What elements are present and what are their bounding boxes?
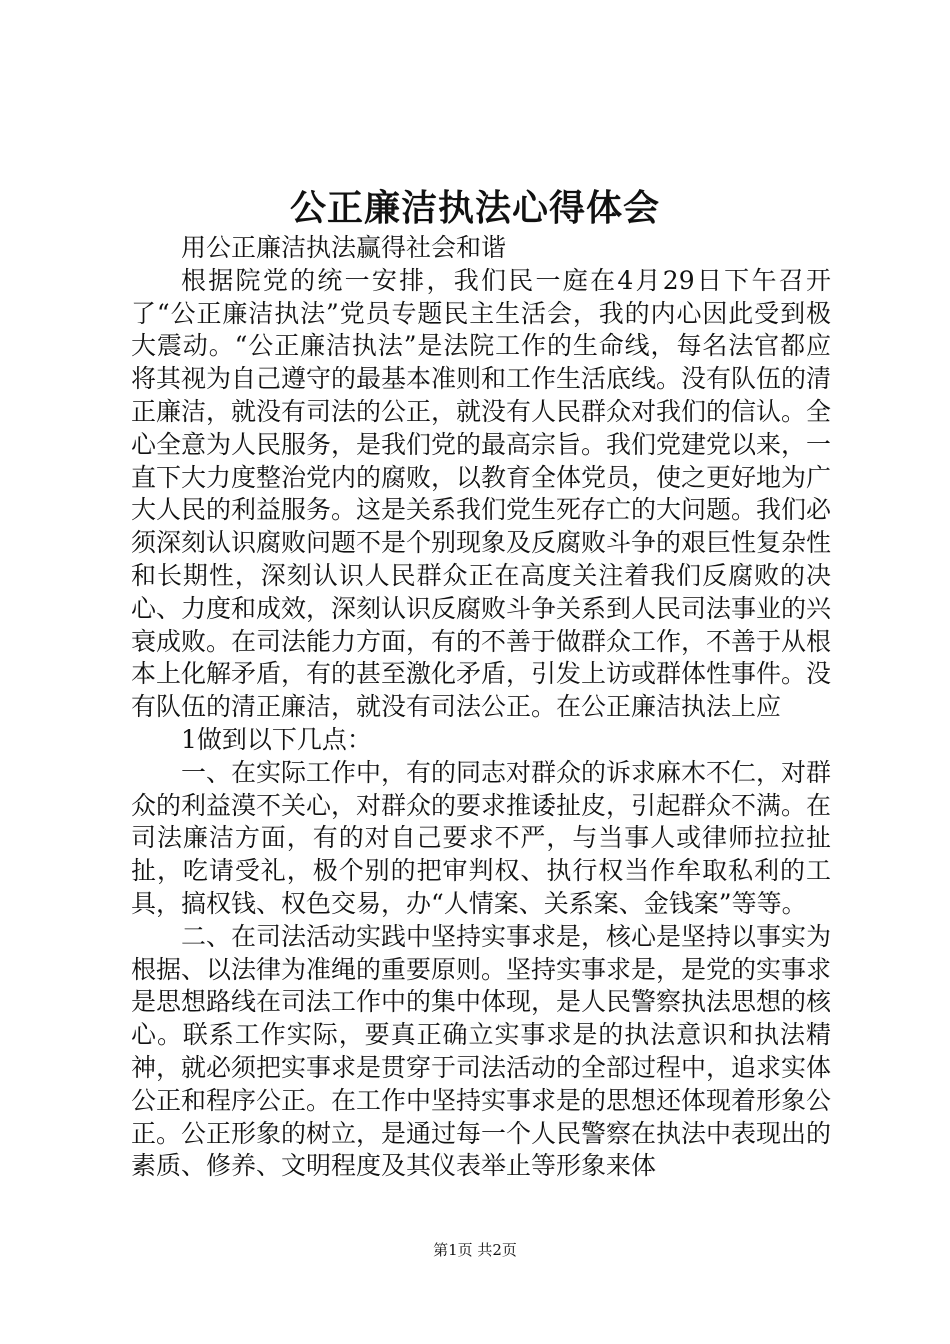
document-title: 公正廉洁执法心得体会 bbox=[289, 187, 660, 229]
page-footer: 第1页 共2页 bbox=[433, 1241, 517, 1259]
paragraph-point-one: 一、在实际工作中，有的同志对群众的诉求麻木不仁，对群众的利益漠不关心，对群众的要求推诿扯皮，引起群众不满。在司法廉洁方面，有的对自己要求不严，与当事人或律师拉拉扯扯，吃请受礼，极个别的把审判权、执行权当作牟取私利的工具，搞权钱、权色交易，办“人情案、关系案、金钱案”等等。 bbox=[131, 757, 832, 918]
paragraph-intro: 根据院党的统一安排，我们民一庭在4月29日下午召开了“公正廉洁执法”党员专题民主生活会，我的内心因此受到极大震动。“公正廉洁执法”是法院工作的生命线，每名法官都应将其视为自己遵守的最基本准则和工作生活底线。没有队伍的清正廉洁，就没有司法的公正，就没有人民群众对我们的信认。全心全意为人民服务，是我们党的最高宗旨。我们党建党以来，一直下大力度整治党内的腐败，以教育全体党员，使之更好地为广大人民的利益服务。这是关系我们党生死存亡的大问题。我们必须深刻认识腐败问题不是个别现象及反腐败斗争的艰巨性复杂性和长期性，深刻认识人民群众正在高度关注着我们反腐败的决心、力度和成效，深刻认识反腐败斗争关系到人民司法事业的兴衰成败。在司法能力方面，有的不善于做群众工作，不善于从根本上化解矛盾，有的甚至激化矛盾，引发上访或群体性事件。没有队伍的清正廉洁，就没有司法公正。在公正廉洁执法上应 bbox=[131, 265, 832, 722]
subtitle-paragraph: 用公正廉洁执法赢得社会和谐 bbox=[181, 233, 507, 262]
paragraph-points-lead: 1做到以下几点： bbox=[181, 724, 372, 754]
paragraph-point-two: 二、在司法活动实践中坚持实事求是，核心是坚持以事实为根据、以法律为准绳的重要原则。坚持实事求是，是党的实事求是思想路线在司法工作中的集中体现，是人民警察执法思想的核心。联系工作实际，要真正确立实事求是的执法意识和执法精神，就必须把实事求是贯穿于司法活动的全部过程中，追求实体公正和程序公正。在工作中坚持实事求是的思想还体现着形象公正。公正形象的树立，是通过每一个人民警察在执法中表现出的素质、修养、文明程度及其仪表举止等形象来体 bbox=[131, 921, 832, 1181]
document-body bbox=[131, 232, 831, 1183]
